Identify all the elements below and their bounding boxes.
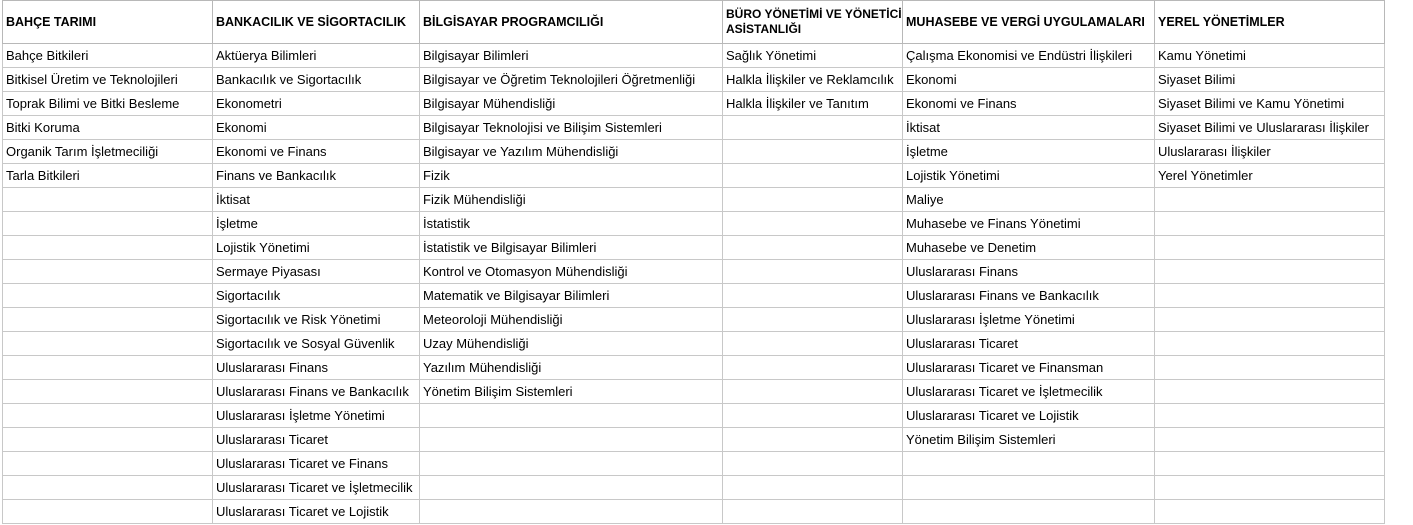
table-cell[interactable]: Meteoroloji Mühendisliği bbox=[420, 308, 723, 332]
table-cell[interactable] bbox=[723, 212, 903, 236]
table-cell[interactable]: Finans ve Bankacılık bbox=[213, 164, 420, 188]
table-cell[interactable]: Bilgisayar Teknolojisi ve Bilişim Sistemleri bbox=[420, 116, 723, 140]
table-row bbox=[3, 380, 1385, 404]
table-row bbox=[3, 92, 1385, 116]
table-cell[interactable] bbox=[3, 308, 213, 332]
table-row bbox=[3, 452, 1385, 476]
table-cell[interactable] bbox=[1155, 284, 1385, 308]
table-cell[interactable] bbox=[723, 116, 903, 140]
table-cell[interactable]: Uluslararası Finans ve Bankacılık bbox=[213, 380, 420, 404]
table-cell[interactable] bbox=[723, 308, 903, 332]
table-cell[interactable]: Bitki Koruma bbox=[3, 116, 213, 140]
header-cell-muhasebe[interactable]: MUHASEBE VE VERGİ UYGULAMALARI bbox=[903, 1, 1155, 44]
table-cell[interactable] bbox=[723, 428, 903, 452]
table-cell[interactable]: İktisat bbox=[903, 116, 1155, 140]
table-cell[interactable] bbox=[903, 500, 1155, 524]
table-cell[interactable]: İktisat bbox=[213, 188, 420, 212]
table-cell[interactable] bbox=[723, 332, 903, 356]
table-cell[interactable]: Yönetim Bilişim Sistemleri bbox=[903, 428, 1155, 452]
table-cell[interactable]: Sermaye Piyasası bbox=[213, 260, 420, 284]
table-cell[interactable]: Siyaset Bilimi ve Kamu Yönetimi bbox=[1155, 92, 1385, 116]
table-cell[interactable]: Lojistik Yönetimi bbox=[903, 164, 1155, 188]
header-cell-bahce-tarimi[interactable]: BAHÇE TARIMI bbox=[3, 1, 213, 44]
table-cell[interactable]: Kamu Yönetimi bbox=[1155, 44, 1385, 68]
table-cell[interactable] bbox=[420, 500, 723, 524]
table-row bbox=[3, 236, 1385, 260]
table-row bbox=[3, 356, 1385, 380]
table-row bbox=[3, 140, 1385, 164]
table-cell[interactable] bbox=[903, 452, 1155, 476]
header-cell-yerel-yonetimler[interactable]: YEREL YÖNETİMLER bbox=[1155, 1, 1385, 44]
table-cell[interactable]: Uluslararası Ticaret ve Lojistik bbox=[903, 404, 1155, 428]
table-cell[interactable]: İşletme bbox=[903, 140, 1155, 164]
table-cell[interactable]: Bilgisayar ve Öğretim Teknolojileri Öğretmenliği bbox=[420, 68, 723, 92]
table-cell[interactable] bbox=[723, 356, 903, 380]
table-cell[interactable] bbox=[1155, 308, 1385, 332]
table-cell[interactable] bbox=[903, 476, 1155, 500]
table-cell[interactable] bbox=[723, 404, 903, 428]
table-cell[interactable] bbox=[723, 452, 903, 476]
header-row bbox=[3, 1, 1385, 44]
table-cell[interactable] bbox=[723, 164, 903, 188]
table-row bbox=[3, 308, 1385, 332]
table-cell[interactable]: Ekonometri bbox=[213, 92, 420, 116]
table-cell[interactable]: Uluslararası Ticaret bbox=[903, 332, 1155, 356]
table-cell[interactable] bbox=[1155, 428, 1385, 452]
table-cell[interactable]: Organik Tarım İşletmeciliği bbox=[3, 140, 213, 164]
table-cell[interactable]: Halkla İlişkiler ve Reklamcılık bbox=[723, 68, 903, 92]
table-cell[interactable]: Sigortacılık ve Risk Yönetimi bbox=[213, 308, 420, 332]
table-row bbox=[3, 260, 1385, 284]
table-cell[interactable]: Tarla Bitkileri bbox=[3, 164, 213, 188]
table-cell[interactable]: Sigortacılık bbox=[213, 284, 420, 308]
table-cell[interactable]: Bankacılık ve Sigortacılık bbox=[213, 68, 420, 92]
table-cell[interactable]: Uluslararası Ticaret ve Finansman bbox=[903, 356, 1155, 380]
table-cell[interactable] bbox=[3, 356, 213, 380]
table-cell[interactable]: Bilgisayar Bilimleri bbox=[420, 44, 723, 68]
table-cell[interactable]: Uluslararası Ticaret ve İşletmecilik bbox=[903, 380, 1155, 404]
table-cell[interactable]: İstatistik ve Bilgisayar Bilimleri bbox=[420, 236, 723, 260]
table-cell[interactable]: Fizik Mühendisliği bbox=[420, 188, 723, 212]
table-cell[interactable] bbox=[723, 476, 903, 500]
table-cell[interactable]: Siyaset Bilimi bbox=[1155, 68, 1385, 92]
table-cell[interactable]: Lojistik Yönetimi bbox=[213, 236, 420, 260]
table-cell[interactable]: Matematik ve Bilgisayar Bilimleri bbox=[420, 284, 723, 308]
table-cell[interactable] bbox=[723, 236, 903, 260]
table-cell[interactable]: Çalışma Ekonomisi ve Endüstri İlişkileri bbox=[903, 44, 1155, 68]
table-cell[interactable]: Ekonomi bbox=[213, 116, 420, 140]
table-cell[interactable]: İstatistik bbox=[420, 212, 723, 236]
table-cell[interactable] bbox=[420, 404, 723, 428]
table-cell[interactable]: Bitkisel Üretim ve Teknolojileri bbox=[3, 68, 213, 92]
table-cell[interactable] bbox=[3, 500, 213, 524]
table-cell[interactable] bbox=[3, 380, 213, 404]
table-cell[interactable] bbox=[3, 212, 213, 236]
table-cell[interactable]: Uluslararası İşletme Yönetimi bbox=[213, 404, 420, 428]
table-cell[interactable] bbox=[1155, 476, 1385, 500]
table-cell[interactable]: Aktüerya Bilimleri bbox=[213, 44, 420, 68]
table-cell[interactable] bbox=[3, 476, 213, 500]
table-cell[interactable]: Toprak Bilimi ve Bitki Besleme bbox=[3, 92, 213, 116]
table-cell[interactable] bbox=[723, 260, 903, 284]
header-cell-bankacilik[interactable]: BANKACILIK VE SİGORTACILIK bbox=[213, 1, 420, 44]
table-cell[interactable] bbox=[1155, 404, 1385, 428]
table-cell[interactable] bbox=[3, 332, 213, 356]
table-cell[interactable]: Ekonomi bbox=[903, 68, 1155, 92]
table-cell[interactable]: Uluslararası Finans ve Bankacılık bbox=[903, 284, 1155, 308]
table-cell[interactable]: Uluslararası İşletme Yönetimi bbox=[903, 308, 1155, 332]
table-row bbox=[3, 68, 1385, 92]
table-cell[interactable]: Muhasebe ve Denetim bbox=[903, 236, 1155, 260]
table-cell[interactable]: Uluslararası Ticaret ve İşletmecilik bbox=[213, 476, 420, 500]
table-cell[interactable] bbox=[3, 404, 213, 428]
header-cell-buro-yonetimi[interactable]: BÜRO YÖNETİMİ VE YÖNETİCİ ASİSTANLIĞI bbox=[723, 1, 903, 44]
table-cell[interactable] bbox=[723, 284, 903, 308]
table-row bbox=[3, 476, 1385, 500]
table-cell[interactable] bbox=[3, 284, 213, 308]
table-cell[interactable]: Uluslararası Finans bbox=[903, 260, 1155, 284]
table-cell[interactable]: Uluslararası Ticaret ve Finans bbox=[213, 452, 420, 476]
table-cell[interactable]: Uluslararası Ticaret ve Lojistik bbox=[213, 500, 420, 524]
table-row bbox=[3, 212, 1385, 236]
table-cell[interactable]: Bilgisayar Mühendisliği bbox=[420, 92, 723, 116]
table-cell[interactable]: Yerel Yönetimler bbox=[1155, 164, 1385, 188]
table-cell[interactable]: Yönetim Bilişim Sistemleri bbox=[420, 380, 723, 404]
table-cell[interactable]: Ekonomi ve Finans bbox=[903, 92, 1155, 116]
table-row bbox=[3, 428, 1385, 452]
table-cell[interactable]: Bilgisayar ve Yazılım Mühendisliği bbox=[420, 140, 723, 164]
table-cell[interactable] bbox=[1155, 380, 1385, 404]
table-cell[interactable]: Uluslararası İlişkiler bbox=[1155, 140, 1385, 164]
spreadsheet-table bbox=[2, 0, 1385, 524]
table-cell[interactable] bbox=[3, 236, 213, 260]
table-row bbox=[3, 332, 1385, 356]
table-row bbox=[3, 500, 1385, 524]
table-cell[interactable] bbox=[1155, 500, 1385, 524]
table-cell[interactable]: Uluslararası Ticaret bbox=[213, 428, 420, 452]
table-cell[interactable] bbox=[420, 476, 723, 500]
table-cell[interactable] bbox=[420, 452, 723, 476]
table-cell[interactable] bbox=[1155, 188, 1385, 212]
table-row bbox=[3, 188, 1385, 212]
table-cell[interactable]: Uzay Mühendisliği bbox=[420, 332, 723, 356]
table-cell[interactable] bbox=[723, 188, 903, 212]
table-cell[interactable]: Bahçe Bitkileri bbox=[3, 44, 213, 68]
table-cell[interactable] bbox=[1155, 212, 1385, 236]
table-row bbox=[3, 164, 1385, 188]
table-cell[interactable]: Uluslararası Finans bbox=[213, 356, 420, 380]
table-cell[interactable] bbox=[3, 428, 213, 452]
table-cell[interactable]: Ekonomi ve Finans bbox=[213, 140, 420, 164]
table-cell[interactable] bbox=[723, 380, 903, 404]
table-cell[interactable] bbox=[1155, 332, 1385, 356]
table-cell[interactable]: Kontrol ve Otomasyon Mühendisliği bbox=[420, 260, 723, 284]
table-cell[interactable] bbox=[1155, 452, 1385, 476]
table-cell[interactable] bbox=[3, 452, 213, 476]
table-cell[interactable]: Halkla İlişkiler ve Tanıtım bbox=[723, 92, 903, 116]
table-cell[interactable] bbox=[420, 428, 723, 452]
table-row bbox=[3, 284, 1385, 308]
table-cell[interactable] bbox=[723, 140, 903, 164]
table-cell[interactable] bbox=[3, 188, 213, 212]
table-cell[interactable]: Fizik bbox=[420, 164, 723, 188]
table-cell[interactable]: Muhasebe ve Finans Yönetimi bbox=[903, 212, 1155, 236]
table-cell[interactable] bbox=[1155, 236, 1385, 260]
table-cell[interactable]: Yazılım Mühendisliği bbox=[420, 356, 723, 380]
table-cell[interactable] bbox=[1155, 260, 1385, 284]
table-row bbox=[3, 44, 1385, 68]
table-row bbox=[3, 404, 1385, 428]
table-cell[interactable]: İşletme bbox=[213, 212, 420, 236]
header-cell-bilgisayar[interactable]: BİLGİSAYAR PROGRAMCILIĞI bbox=[420, 1, 723, 44]
table-cell[interactable]: Siyaset Bilimi ve Uluslararası İlişkiler bbox=[1155, 116, 1385, 140]
table-cell[interactable]: Maliye bbox=[903, 188, 1155, 212]
table-cell[interactable] bbox=[723, 500, 903, 524]
table-cell[interactable] bbox=[3, 260, 213, 284]
table-cell[interactable]: Sağlık Yönetimi bbox=[723, 44, 903, 68]
table-cell[interactable] bbox=[1155, 356, 1385, 380]
table-cell[interactable]: Sigortacılık ve Sosyal Güvenlik bbox=[213, 332, 420, 356]
table-row bbox=[3, 116, 1385, 140]
